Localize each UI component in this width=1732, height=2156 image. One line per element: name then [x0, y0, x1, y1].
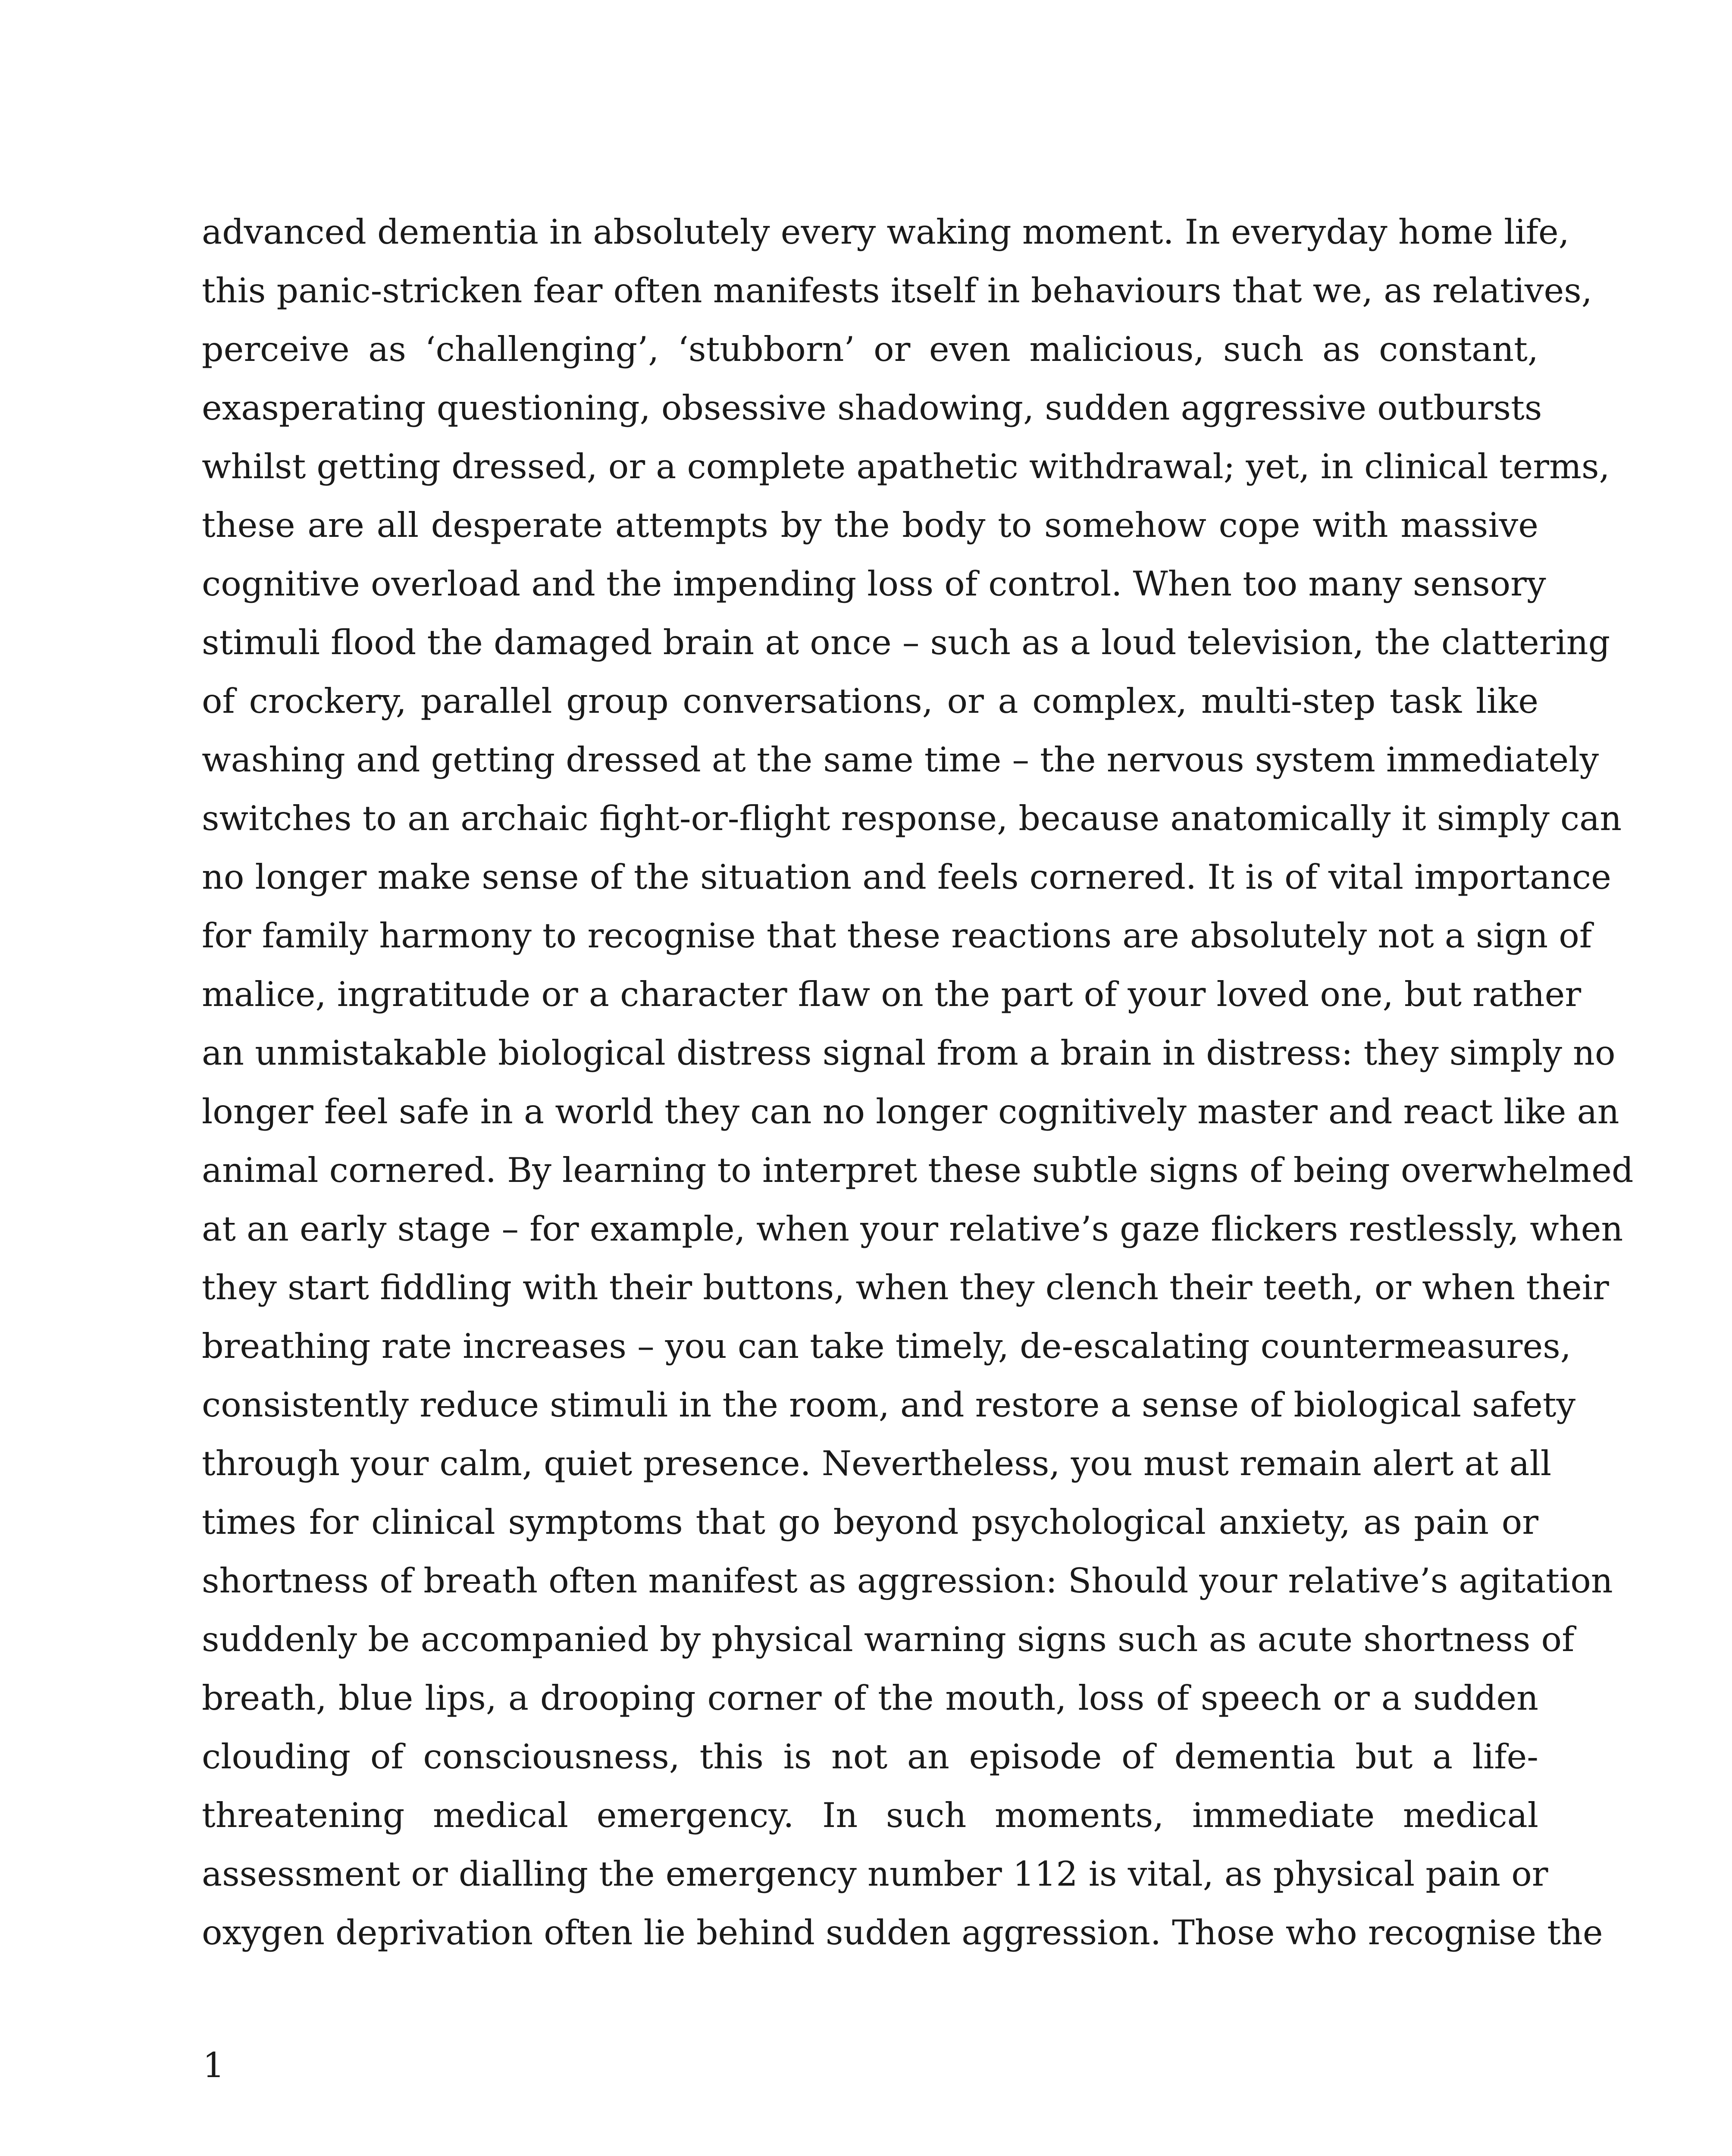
text-line: longer feel safe in a world they can no longer cognitively master and react like an [202, 1092, 1619, 1131]
text-line: stimuli flood the damaged brain at once – such as a loud television, the clattering [202, 623, 1610, 662]
text-line: animal cornered. By learning to interpret these subtle signs of being overwhelmed [202, 1150, 1634, 1190]
text-line: at an early stage – for example, when your relative’s gaze flickers restlessly, when [202, 1209, 1623, 1249]
text-line: this panic-stricken fear often manifests itself in behaviours that we, as relatives, [202, 271, 1592, 310]
text-line: shortness of breath often manifest as aggression: Should your relative’s agitation [202, 1561, 1613, 1601]
text-line: cognitive overload and the impending loss of control. When too many sensory [202, 564, 1546, 604]
text-line: an unmistakable biological distress signal from a brain in distress: they simply no [202, 1033, 1616, 1073]
text-line: switches to an archaic fight-or-flight response, because anatomically it simply can [202, 799, 1622, 838]
text-line: exasperating questioning, obsessive shadowing, sudden aggressive outbursts [202, 388, 1542, 428]
text-line: of crockery, parallel group conversations, or a complex, multi-step task like [202, 681, 1538, 721]
text-line: through your calm, quiet presence. Nevertheless, you must remain alert at all [202, 1444, 1552, 1483]
text-line: consistently reduce stimuli in the room, and restore a sense of biological safety [202, 1385, 1576, 1425]
page-number: 1 [203, 2045, 225, 2085]
text-line: whilst getting dressed, or a complete apathetic withdrawal; yet, in clinical terms, [202, 447, 1610, 486]
text-line: suddenly be accompanied by physical warning signs such as acute shortness of [202, 1620, 1575, 1659]
body-text [202, 203, 1634, 1962]
text-line: advanced dementia in absolutely every waking moment. In everyday home life, [202, 212, 1569, 252]
text-line: assessment or dialling the emergency number 112 is vital, as physical pain or [202, 1854, 1548, 1894]
text-line: breath, blue lips, a drooping corner of the mouth, loss of speech or a sudden [202, 1678, 1538, 1718]
text-line: these are all desperate attempts by the body to somehow cope with massive [202, 505, 1538, 545]
text-line: washing and getting dressed at the same time – the nervous system immediately [202, 740, 1599, 780]
text-line: times for clinical symptoms that go beyond psychological anxiety, as pain or [202, 1502, 1538, 1542]
text-line: clouding of consciousness, this is not an episode of dementia but a life- [202, 1737, 1538, 1777]
text-line: they start fiddling with their buttons, when they clench their teeth, or when their [202, 1268, 1609, 1307]
text-line: malice, ingratitude or a character flaw on the part of your loved one, but rather [202, 975, 1582, 1014]
text-line: oxygen deprivation often lie behind sudden aggression. Those who recognise the [202, 1913, 1603, 1952]
text-line: for family harmony to recognise that these reactions are absolutely not a sign of [202, 916, 1592, 956]
text-line: perceive as ‘challenging’, ‘stubborn’ or even malicious, such as constant, [202, 329, 1538, 369]
text-line: breathing rate increases – you can take timely, de-escalating countermeasures, [202, 1326, 1571, 1366]
text-line: threatening medical emergency. In such moments, immediate medical [202, 1796, 1538, 1835]
text-line: no longer make sense of the situation and feels cornered. It is of vital importance [202, 857, 1611, 897]
